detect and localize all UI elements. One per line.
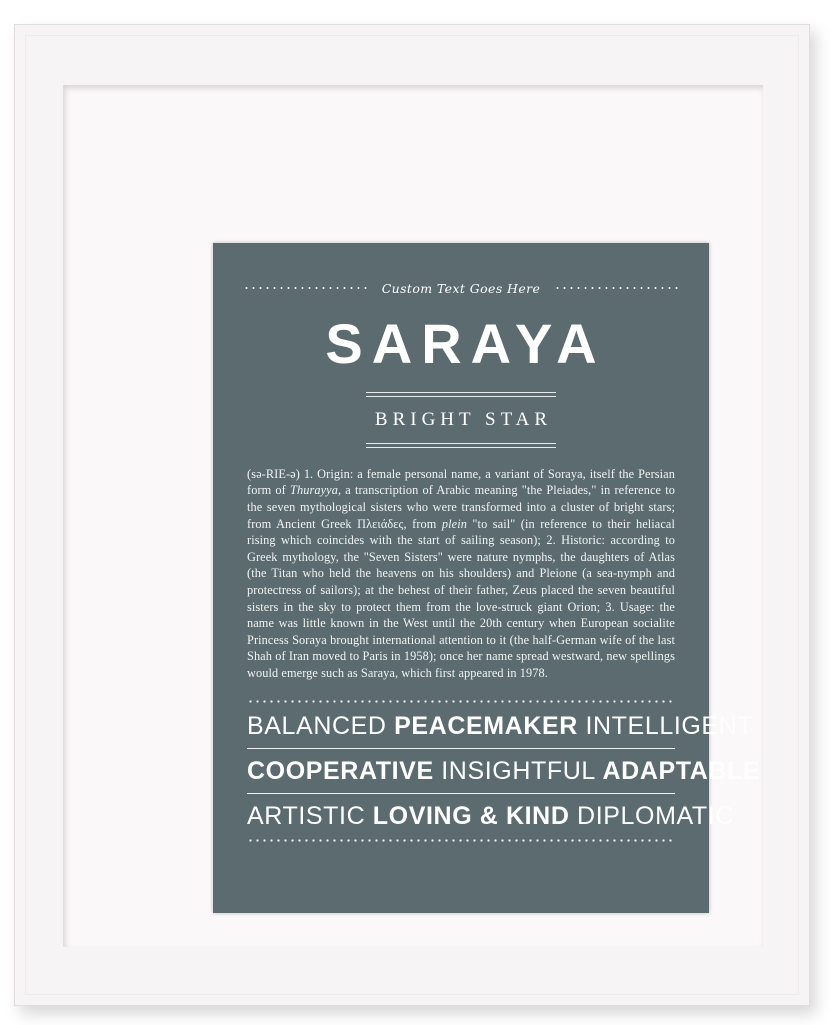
poster-name: SARAYA [325,312,606,375]
trait-row-1 [247,711,754,741]
divider-below-meaning [366,443,556,448]
definition-italic-thurayya: Thurayya [290,483,338,498]
trait-word-balanced: BALANCED [247,711,395,740]
poster-definition [247,466,675,682]
custom-text: Custom Text Goes Here [381,280,541,296]
custom-text-row [247,277,675,299]
dotted-rule-left [243,287,368,289]
frame-mat [63,85,763,947]
definition-part-3: "to sail" (in reference to their heliacal rising which coincides with the start of sailing season); 2. Historic: according to Greek mythology, the "Seven Sisters" were nature nymphs, the daughters of Atlas (the Titan who held the heavens on his shoulders) and Pleione (a sea-nymph and protectress of sailors); at the behest of their father, Zeus placed the seven beautiful sisters in the sky to protect them from the love-struck giant Orion; 3. Usage: the name was little known in the West until the 20th century when European socialite Princess Soraya brought international attention to it (the half-German wife of the last Shah of Iran moved to Paris in 1958); once her name spread westward, new spellings would emerge such as Saraya, which first appeared in 1978. [247,516,675,680]
trait-word-insightful: INSIGHTFUL [433,756,603,785]
trait-word-loving-and-kind: LOVING & KIND [372,801,570,830]
trait-word-peacemaker: PEACEMAKER [394,711,578,740]
trait-word-adaptable: ADAPTABLE [602,756,761,785]
definition-part-1: (sə-RIE-ə) 1. Origin: a female personal name, a variant of Soraya, itself the Persian form of [247,466,675,498]
trait-word-cooperative: COOPERATIVE [247,756,434,785]
poster-meaning: BRIGHT STAR [374,408,553,430]
trait-word-intelligent: INTELLIGENT [577,711,754,740]
trait-row-3 [247,801,734,831]
divider-above-meaning [366,392,556,397]
trait-word-artistic: ARTISTIC [247,801,373,830]
name-art-poster [213,243,761,913]
trait-word-diplomatic: DIPLOMATIC [569,801,734,830]
picture-frame [14,24,810,1006]
traits-block [247,700,761,842]
traits-dotted-rule-top [247,700,675,703]
traits-rule-2 [247,793,675,794]
dotted-rule-right [554,287,679,289]
traits-dotted-rule-bottom [247,839,675,842]
traits-rule-1 [247,748,675,749]
definition-part-2: , a transcription of Arabic meaning "the Pleiades," in reference to the seven mythological sisters who were transformed into a cluster of bright stars; from Ancient Greek Πλειάδες, from [247,483,675,531]
definition-italic-plein: plein [441,516,467,531]
trait-row-2 [247,756,761,786]
